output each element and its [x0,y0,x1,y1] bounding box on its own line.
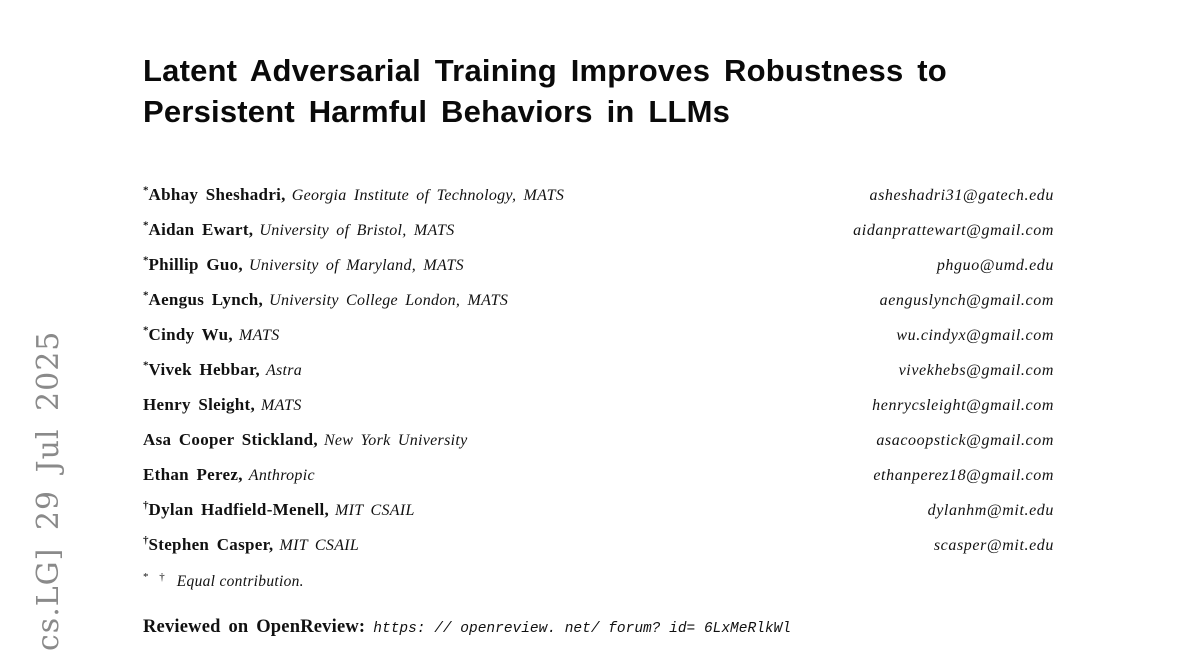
author-info [143,360,302,380]
author-row [143,430,1054,450]
footnote-markers: * † [143,571,169,583]
author-affiliation: Astra [265,362,303,379]
author-email: phguo@umd.edu [936,257,1054,274]
author-name: Ethan Perez, [143,465,243,484]
author-affiliation: Anthropic [248,467,315,484]
paper-content [143,50,1054,638]
author-email: ethanperez18@gmail.com [873,467,1054,484]
author-list [143,185,1054,555]
author-affiliation: Georgia Institute of Technology, MATS [291,187,565,204]
author-email: scasper@mit.edu [933,537,1054,554]
author-affiliation: MIT CSAIL [335,502,415,519]
paper-title [143,50,1054,132]
author-row [143,290,1054,310]
author-row [143,325,1054,345]
paper-title-line2: Persistent Harmful Behaviors in LLMs [143,94,731,129]
author-email: aenguslynch@gmail.com [879,292,1054,309]
author-name: Aidan Ewart, [148,220,254,239]
arxiv-watermark: cs.LG] 29 Jul 2025 [31,330,66,651]
author-name: Aengus Lynch, [148,290,264,309]
author-row [143,220,1054,240]
author-email: henrycsleight@gmail.com [872,397,1054,414]
author-info [143,500,415,520]
author-row [143,360,1054,380]
author-info [143,290,508,310]
author-row [143,500,1054,520]
footnote-text: Equal contribution. [176,573,304,590]
author-info [143,395,302,415]
author-marker: * [143,359,149,372]
author-row [143,395,1054,415]
author-name: Vivek Hebbar, [148,360,260,379]
author-marker: * [143,289,149,302]
author-affiliation: University of Bristol, MATS [259,222,455,239]
openreview-label: Reviewed on OpenReview: [143,617,366,637]
author-name: Phillip Guo, [148,255,243,274]
author-row [143,465,1054,485]
author-info [143,430,468,450]
author-name: Dylan Hadfield-Menell, [148,500,330,519]
paper-title-line1: Latent Adversarial Training Improves Robustness to [143,53,947,88]
author-info [143,325,280,345]
author-name: Abhay Sheshadri, [148,185,286,204]
author-affiliation: University College London, MATS [269,292,509,309]
author-email: wu.cindyx@gmail.com [896,327,1054,344]
author-email: vivekhebs@gmail.com [898,362,1054,379]
openreview-url-link[interactable]: https: // openreview. net/ forum? id= 6LxMeRlkWl [373,621,791,637]
author-row [143,185,1054,205]
author-info [143,535,359,555]
author-row [143,535,1054,555]
author-name: Henry Sleight, [143,395,256,414]
openreview-line [143,617,1054,638]
author-info [143,220,455,240]
author-email: asheshadri31@gatech.edu [869,187,1054,204]
author-affiliation: MATS [261,397,302,414]
author-name: Cindy Wu, [148,325,233,344]
author-marker: * [143,219,149,232]
author-name: Asa Cooper Stickland, [143,430,318,449]
author-marker: † [143,534,149,547]
author-marker: * [143,184,149,197]
author-info [143,255,464,275]
equal-contribution-footnote [143,573,1054,591]
author-email: dylanhm@mit.edu [927,502,1054,519]
author-row [143,255,1054,275]
author-email: aidanprattewart@gmail.com [853,222,1054,239]
author-marker: † [143,499,149,512]
author-info [143,185,564,205]
author-marker: * [143,254,149,267]
author-affiliation: University of Maryland, MATS [248,257,464,274]
author-marker: * [143,324,149,337]
author-affiliation: MIT CSAIL [279,537,360,554]
author-email: asacoopstick@gmail.com [876,432,1054,449]
author-name: Stephen Casper, [148,535,274,554]
author-info [143,465,315,485]
author-affiliation: MATS [238,327,280,344]
author-affiliation: New York University [323,432,468,449]
